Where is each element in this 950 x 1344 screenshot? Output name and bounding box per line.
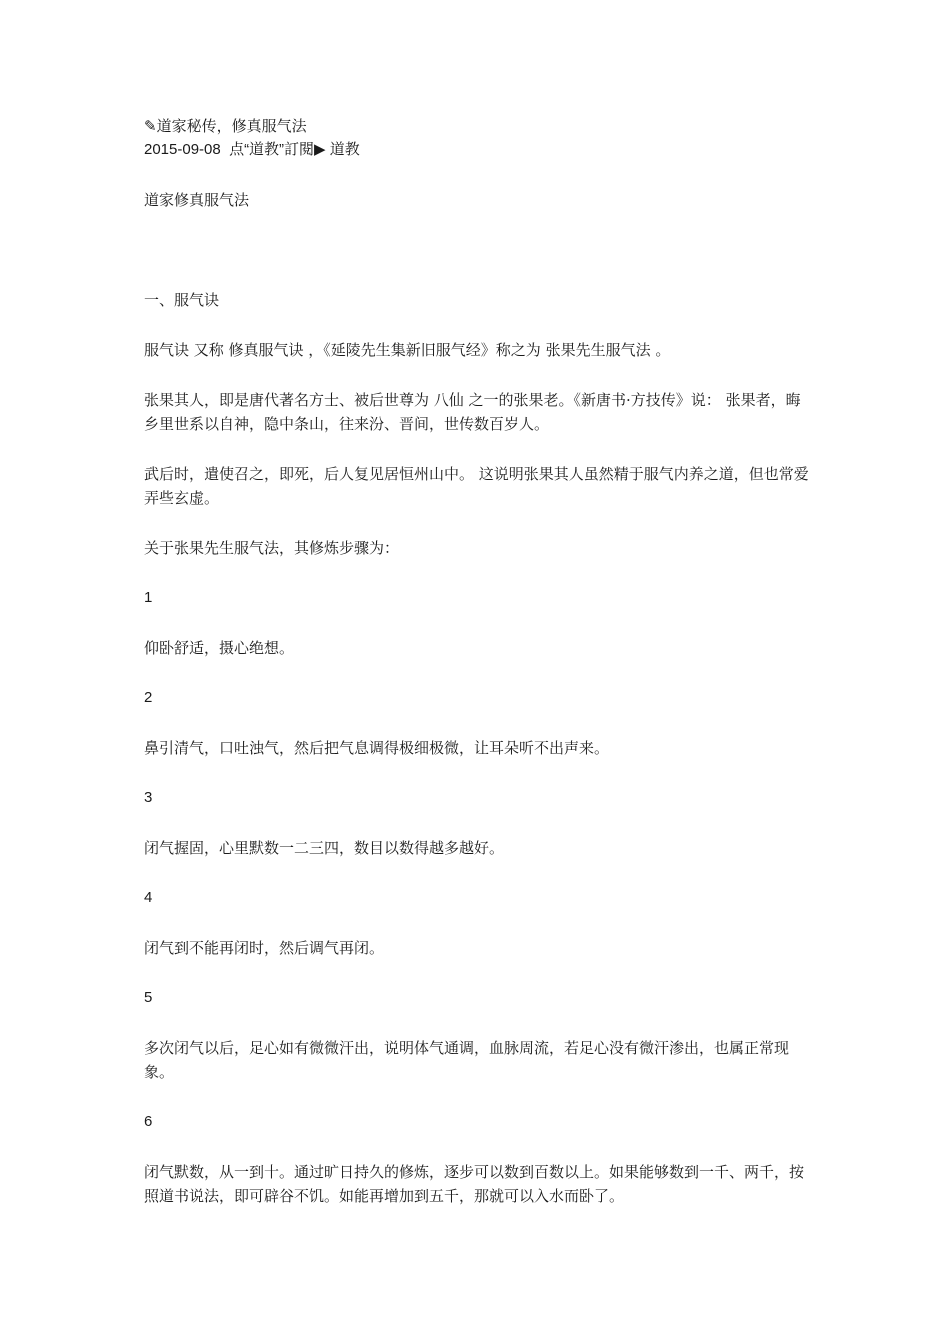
document-body <box>144 114 810 1208</box>
step-number: 2 <box>144 689 153 706</box>
step-text: 闭气握固，心里默数一二三四，数目以数得越多越好。 <box>144 839 505 857</box>
step-number: 5 <box>144 989 153 1006</box>
spacer <box>144 660 810 686</box>
step-number: 1 <box>144 589 153 606</box>
step-text: 仰卧舒适，摄心绝想。 <box>144 639 295 657</box>
step-number: 3 <box>144 789 153 806</box>
spacer <box>144 610 810 636</box>
spacer <box>144 212 810 288</box>
spacer <box>144 312 810 338</box>
step-text: 闭气到不能再闭时，然后调气再闭。 <box>144 939 385 957</box>
spacer <box>144 760 810 786</box>
spacer <box>144 162 810 188</box>
paragraph-wuhou: 武后时，遣使召之，即死，后人复见居恒州山中。 这说明张果其人虽然精于服气内养之道，但也常爱弄些玄虚。 <box>144 465 809 507</box>
spacer <box>144 560 810 586</box>
section-heading: 一、服气诀 <box>144 291 220 309</box>
article-subtitle: 道家修真服气法 <box>144 191 250 209</box>
spacer <box>144 1134 810 1160</box>
article-title: ✎道家秘传，修真服气法 <box>144 117 307 135</box>
paragraph-intro: 服气诀 又称 修真服气诀 ，《延陵先生集新旧服气经》称之为 张果先生服气法 。 <box>144 341 671 359</box>
spacer <box>144 510 810 536</box>
spacer <box>144 1084 810 1110</box>
paragraph-zhangguo: 张果其人，即是唐代著名方士、被后世尊为 八仙 之一的张果老。《新唐书·方技传》说： 张果者，晦乡里世系以自神，隐中条山，往来汾、晋间，世传数百岁人。 <box>144 391 801 433</box>
spacer <box>144 860 810 886</box>
article-meta: 2015-09-08 点“道教”訂閱▶ 道教 <box>144 141 360 158</box>
spacer <box>144 1010 810 1036</box>
paragraph-steps-intro: 关于张果先生服气法，其修炼步骤为： <box>144 539 400 557</box>
step-text: 多次闭气以后，足心如有微微汗出，说明体气通调，血脉周流，若足心没有微汗渗出，也属正常现象。 <box>144 1039 790 1081</box>
spacer <box>144 436 810 462</box>
step-number: 4 <box>144 889 153 906</box>
spacer <box>144 960 810 986</box>
step-text: 闭气默数，从一到十。通过旷日持久的修炼，逐步可以数到百数以上。如果能够数到一千、两千，按照道书说法，即可辟谷不饥。如能再增加到五千，那就可以入水而卧了。 <box>144 1163 805 1205</box>
step-number: 6 <box>144 1113 153 1130</box>
step-text: 鼻引清气，口吐浊气，然后把气息调得极细极微，让耳朵听不出声来。 <box>144 739 610 757</box>
spacer <box>144 710 810 736</box>
spacer <box>144 810 810 836</box>
spacer <box>144 362 810 388</box>
spacer <box>144 910 810 936</box>
